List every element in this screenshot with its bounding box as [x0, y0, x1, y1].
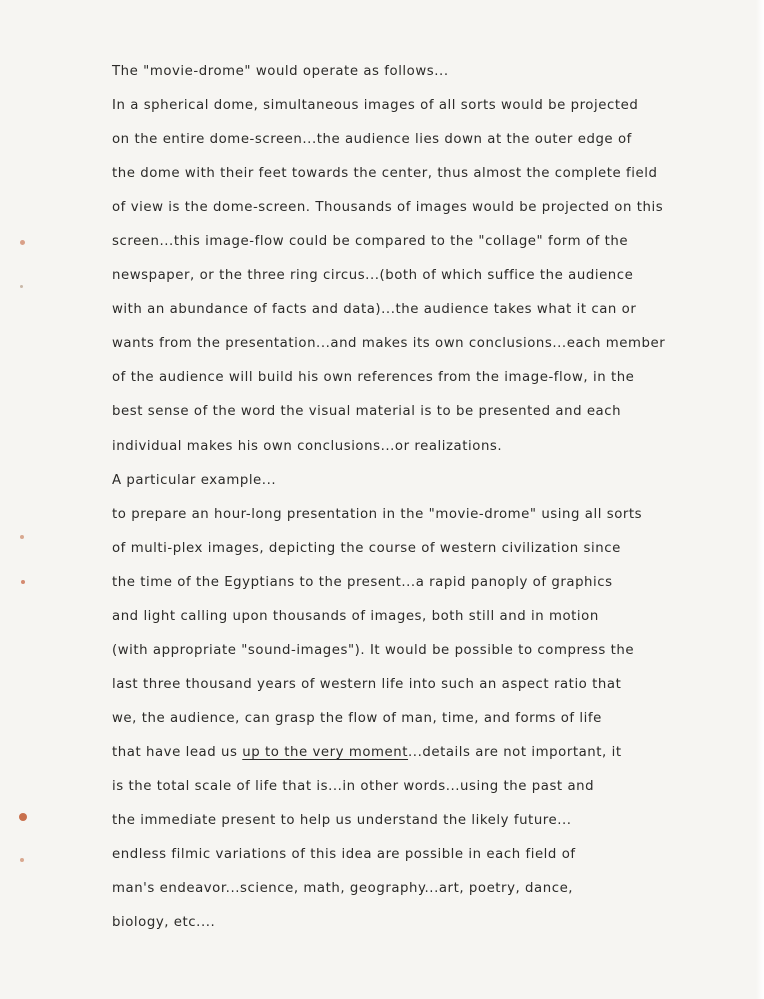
text-segment: ...details are not important, it — [408, 745, 622, 760]
underlined-phrase: up to the very moment — [242, 745, 409, 760]
text-line: individual makes his own conclusions...or realizations. — [112, 439, 503, 454]
punch-mark — [19, 813, 27, 821]
text-line: on the entire dome-screen...the audience lies down at the outer edge of — [112, 132, 632, 147]
text-line: biology, etc.... — [112, 915, 216, 930]
text-line: best sense of the word the visual material is to be presented and each — [112, 404, 622, 419]
text-line: In a spherical dome, simultaneous images of all sorts would be projected — [112, 98, 639, 113]
text-line: endless filmic variations of this idea are possible in each field of — [112, 847, 576, 862]
text-line: of view is the dome-screen. Thousands of images would be projected on this — [112, 200, 664, 215]
paper-edge — [756, 0, 764, 999]
text-line: The "movie-drome" would operate as follows... — [112, 64, 449, 79]
text-line — [112, 745, 622, 760]
text-line: of multi-plex images, depicting the course of western civilization since — [112, 541, 621, 556]
punch-mark — [20, 535, 24, 539]
text-line: (with appropriate "sound-images"). It would be possible to compress the — [112, 643, 635, 658]
text-segment: that have lead us — [112, 745, 243, 760]
text-line: the dome with their feet towards the center, thus almost the complete field — [112, 166, 658, 181]
text-line: and light calling upon thousands of images, both still and in motion — [112, 609, 599, 624]
punch-mark — [20, 285, 23, 288]
text-line: last three thousand years of western life into such an aspect ratio that — [112, 677, 622, 692]
text-line: wants from the presentation...and makes its own conclusions...each member — [112, 336, 666, 351]
text-line: the time of the Egyptians to the present...a rapid panoply of graphics — [112, 575, 613, 590]
text-line: is the total scale of life that is...in other words...using the past and — [112, 779, 595, 794]
text-line: we, the audience, can grasp the flow of man, time, and forms of life — [112, 711, 602, 726]
text-line: of the audience will build his own references from the image-flow, in the — [112, 370, 635, 385]
text-line: screen...this image-flow could be compared to the "collage" form of the — [112, 234, 629, 249]
text-line: man's endeavor...science, math, geography...art, poetry, dance, — [112, 881, 574, 896]
heading-line: A particular example... — [112, 473, 277, 488]
text-line: with an abundance of facts and data)...the audience takes what it can or — [112, 302, 637, 317]
text-line: the immediate present to help us understand the likely future... — [112, 813, 572, 828]
text-line: to prepare an hour-long presentation in the "movie-drome" using all sorts — [112, 507, 643, 522]
punch-mark — [20, 858, 24, 862]
punch-mark — [21, 580, 25, 584]
text-line: newspaper, or the three ring circus...(both of which suffice the audience — [112, 268, 634, 283]
punch-mark — [20, 240, 25, 245]
